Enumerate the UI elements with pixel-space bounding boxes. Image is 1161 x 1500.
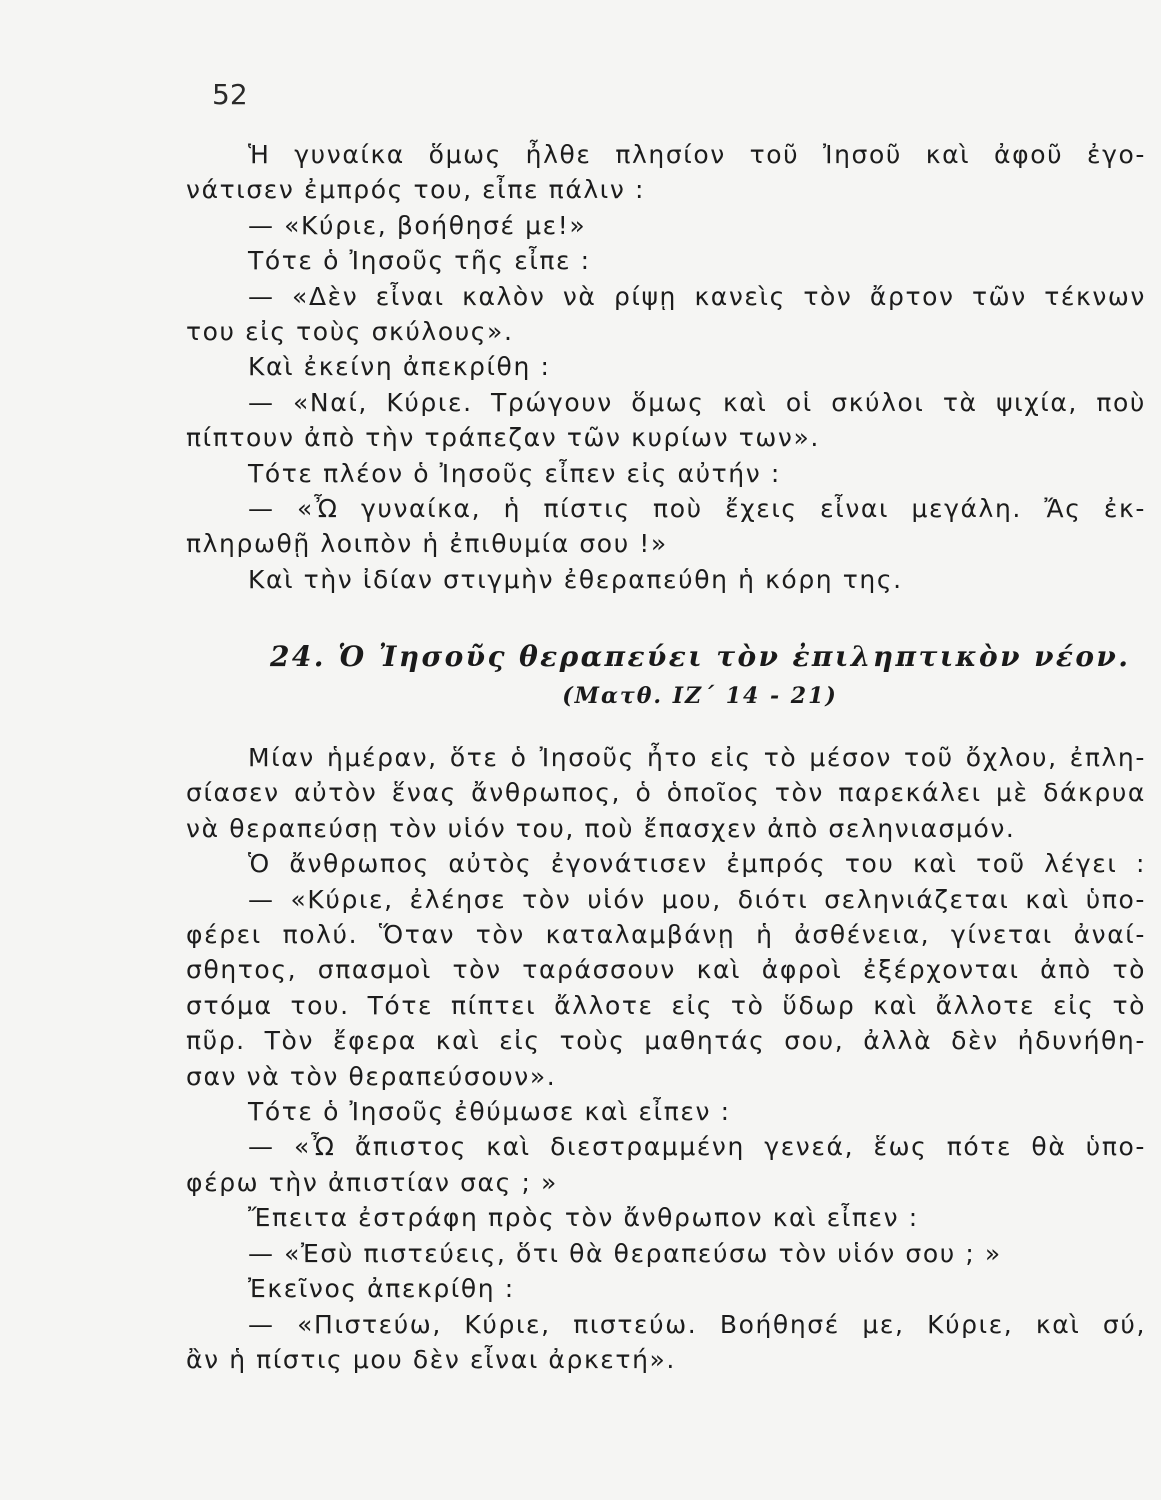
text-line: Μίαν ἡμέραν, ὅτε ὁ Ἰησοῦς ἦτο εἰς τὸ μέσον τοῦ ὄχλου, ἐπλη- bbox=[248, 743, 1146, 772]
text-line: Τότε ὁ Ἰησοῦς ἐθύμωσε καὶ εἶπεν : bbox=[248, 1097, 731, 1127]
text-line: Καὶ τὴν ἰδίαν στιγμὴν ἐθεραπεύθη ἡ κόρη της. bbox=[248, 564, 903, 594]
text-line: — «Ναί, Κύριε. Τρώγουν ὅμως καὶ οἱ σκύλοι τὰ ψιχία, ποὺ bbox=[248, 387, 1146, 417]
text-line: σθητος, σπασμοὶ τὸν ταράσσουν καὶ ἀφροὶ ἐξέρχονται ἀπὸ τὸ bbox=[186, 955, 1146, 985]
text-line: — «Ὦ γυναίκα, ἡ πίστις ποὺ ἔχεις εἶναι μεγάλη. Ἄς ἐκ- bbox=[248, 494, 1146, 524]
text-line: — «Δὲν εἶναι καλὸν νὰ ρίψῃ κανεὶς τὸν ἄρτον τῶν τέκνων bbox=[248, 281, 1146, 311]
text-line: — «Κύριε, ἐλέησε τὸν υἱόν μου, διότι σεληνιάζεται καὶ ὑπο- bbox=[248, 884, 1146, 914]
page-number: 52 bbox=[212, 78, 248, 111]
text-line: φέρω τὴν ἀπιστίαν σας ; » bbox=[186, 1167, 558, 1197]
text-line: σίασεν αὐτὸν ἕνας ἄνθρωπος, ὁ ὁποῖος τὸν παρεκάλει μὲ δάκρυα bbox=[186, 778, 1146, 808]
scripture-reference: (Ματθ. ΙΖ΄ 14 - 21) bbox=[562, 683, 838, 709]
text-line: στόμα του. Τότε πίπτει ἄλλοτε εἰς τὸ ὕδωρ καὶ ἄλλοτε εἰς τὸ bbox=[186, 990, 1146, 1020]
text-line: του εἰς τοὺς σκύλους». bbox=[186, 317, 514, 347]
text-line: — «Πιστεύω, Κύριε, πιστεύω. Βοήθησέ με, Κύριε, καὶ σύ, bbox=[248, 1309, 1146, 1339]
text-line: σαν νὰ τὸν θεραπεύσουν». bbox=[186, 1061, 557, 1091]
text-line: Ἐκεῖνος ἀπεκρίθη : bbox=[248, 1274, 515, 1304]
text-line: Καὶ ἐκείνη ἀπεκρίθη : bbox=[248, 352, 551, 382]
text-line: — «Κύριε, βοήθησέ με!» bbox=[248, 210, 587, 240]
text-line: Τότε ὁ Ἰησοῦς τῆς εἶπε : bbox=[248, 246, 591, 276]
text-line: Ὁ ἄνθρωπος αὐτὸς ἐγονάτισεν ἐμπρός του καὶ τοῦ λέγει : bbox=[248, 849, 1146, 879]
text-line: νὰ θεραπεύσῃ τὸν υἱόν του, ποὺ ἔπασχεν ἀπὸ σεληνιασμόν. bbox=[186, 813, 1016, 843]
text-line: — «Ἐσὺ πιστεύεις, ὅτι θὰ θεραπεύσω τὸν υἱόν σου ; » bbox=[248, 1238, 1002, 1268]
text-line: πληρωθῇ λοιπὸν ἡ ἐπιθυμία σου !» bbox=[186, 529, 668, 559]
story-text-epileptic-boy bbox=[186, 740, 1146, 1377]
text-line: φέρει πολύ. Ὅταν τὸν καταλαμβάνῃ ἡ ἀσθένεια, γίνεται ἀναί- bbox=[186, 920, 1146, 950]
text-line: Ἔπειτα ἐστράφη πρὸς τὸν ἄνθρωπον καὶ εἶπεν : bbox=[248, 1203, 919, 1233]
text-line: ἂν ἡ πίστις μου δὲν εἶναι ἀρκετή». bbox=[186, 1344, 676, 1374]
text-line: πῦρ. Τὸν ἔφερα καὶ εἰς τοὺς μαθητάς σου, ἀλλὰ δὲν ἠδυνήθη- bbox=[186, 1026, 1146, 1056]
text-line: Τότε πλέον ὁ Ἰησοῦς εἶπεν εἰς αὐτήν : bbox=[248, 458, 781, 488]
section-heading: 24. Ὁ Ἰησοῦς θεραπεύει τὸν ἐπιληπτικὸν νέον. bbox=[270, 640, 1131, 673]
text-line: Ἡ γυναίκα ὅμως ἦλθε πλησίον τοῦ Ἰησοῦ καὶ ἀφοῦ ἐγο- bbox=[248, 140, 1146, 169]
text-line: πίπτουν ἀπὸ τὴν τράπεζαν τῶν κυρίων των». bbox=[186, 423, 820, 453]
text-line: — «Ὦ ἄπιστος καὶ διεστραμμένη γενεά, ἕως πότε θὰ ὑπο- bbox=[248, 1132, 1146, 1162]
text-line: νάτισεν ἐμπρός του, εἶπε πάλιν : bbox=[186, 175, 645, 205]
story-text-canaanite-woman bbox=[186, 137, 1146, 597]
